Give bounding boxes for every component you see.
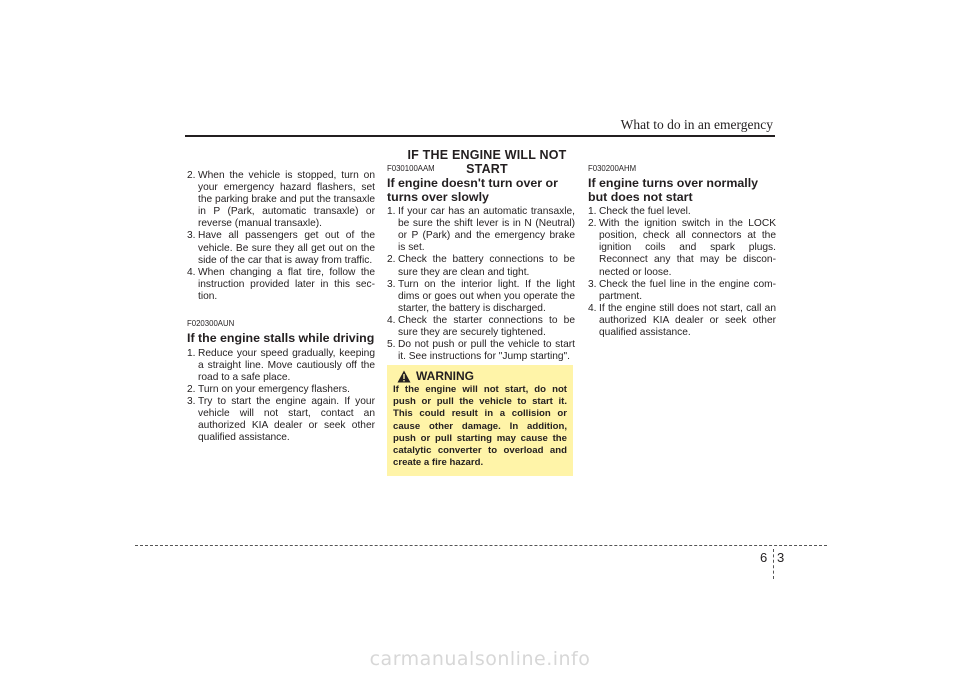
- warning-triangle-icon: [397, 370, 411, 383]
- list-item: 4. When changing a flat tire, follow the instruction provided later in this sec- tion.: [187, 266, 375, 302]
- turnover-steps-list: [387, 206, 575, 363]
- list-item: 1. Reduce your speed gradually, keeping a straight line. Move cautiously off the road to a safe place.: [187, 347, 375, 383]
- left-column: [187, 170, 375, 444]
- list-item: 5. Do not push or pull the vehicle to start it. See instructions for "Jump starting".: [387, 339, 575, 363]
- chapter-number: 6: [760, 550, 768, 565]
- list-item: 3. Turn on the interior light. If the light dims or goes out when you operate the starter, the battery is discharged.: [387, 278, 575, 314]
- list-item: 4. Check the starter connections to be sure they are securely tightened.: [387, 314, 575, 339]
- section-code: F030200AHM: [588, 164, 637, 173]
- right-column: [588, 163, 776, 339]
- section-title: IF THE ENGINE WILL NOT START: [407, 148, 567, 176]
- section-heading: If engine turns over normally but does not start: [588, 176, 759, 204]
- list-item: 3. Have all passengers get out of the vehicle. Be sure they all get out on the side of the car that is away from traffic.: [187, 230, 375, 266]
- stall-steps-list: [187, 348, 375, 445]
- page-header-title: What to do in an emergency: [620, 117, 773, 132]
- list-item: 2. With the ignition switch in the LOCK position, check all connectors at the ignition coils and spark plugs. Reconnect any that may be discon- nected or loose.: [588, 218, 776, 278]
- header-rule: [185, 135, 775, 137]
- footer-rule: [135, 545, 827, 546]
- watermark: carmanualsonline.info: [369, 648, 591, 670]
- list-item: 1. Check the fuel level.: [588, 206, 691, 218]
- middle-column: [387, 163, 575, 363]
- page-number-divider: [773, 549, 774, 579]
- page-number: 3: [777, 550, 785, 565]
- warning-text: If the engine will not start, do not push or pull the vehicle to start it. This could result in a collision or cause other damage. In addition, push or pull starting may cause the catalytic converter to overload and create a fire hazard.: [393, 384, 567, 469]
- list-item: 1. If your car has an automatic transaxle, be sure the shift lever is in N (Neutral) or P (Park) and the emergency brake is set.: [387, 206, 575, 254]
- section-heading: If engine doesn't turn over or turns over slowly: [387, 176, 558, 204]
- list-item: 4. If the engine still does not start, call an authorized KIA dealer or seek other qualified assistance.: [588, 302, 776, 339]
- list-item: 2. Check the battery connections to be sure they are clean and tight.: [387, 254, 575, 278]
- warning-box: [387, 365, 573, 476]
- section-code: F030100AAM: [387, 164, 435, 173]
- list-item: 2. Turn on your emergency flashers.: [187, 383, 350, 395]
- list-item: 3. Try to start the engine again. If your vehicle will not start, contact an authorized KIA dealer or seek other qualified assistance.: [187, 396, 375, 444]
- no-start-steps-list: [588, 206, 776, 339]
- warning-header: [397, 369, 567, 383]
- continued-steps-list: [187, 170, 375, 303]
- section-code: F020300AUN: [187, 319, 235, 329]
- warning-title: WARNING: [416, 369, 474, 383]
- list-item: 3. Check the fuel line in the engine com- partment.: [588, 278, 776, 302]
- section-heading: If the engine stalls while driving: [187, 331, 375, 346]
- list-item: 2. When the vehicle is stopped, turn on your emergency hazard flashers, set the parking brake and put the transaxle in P (Park, automatic transaxle) or reverse (manual transaxle).: [187, 170, 375, 230]
